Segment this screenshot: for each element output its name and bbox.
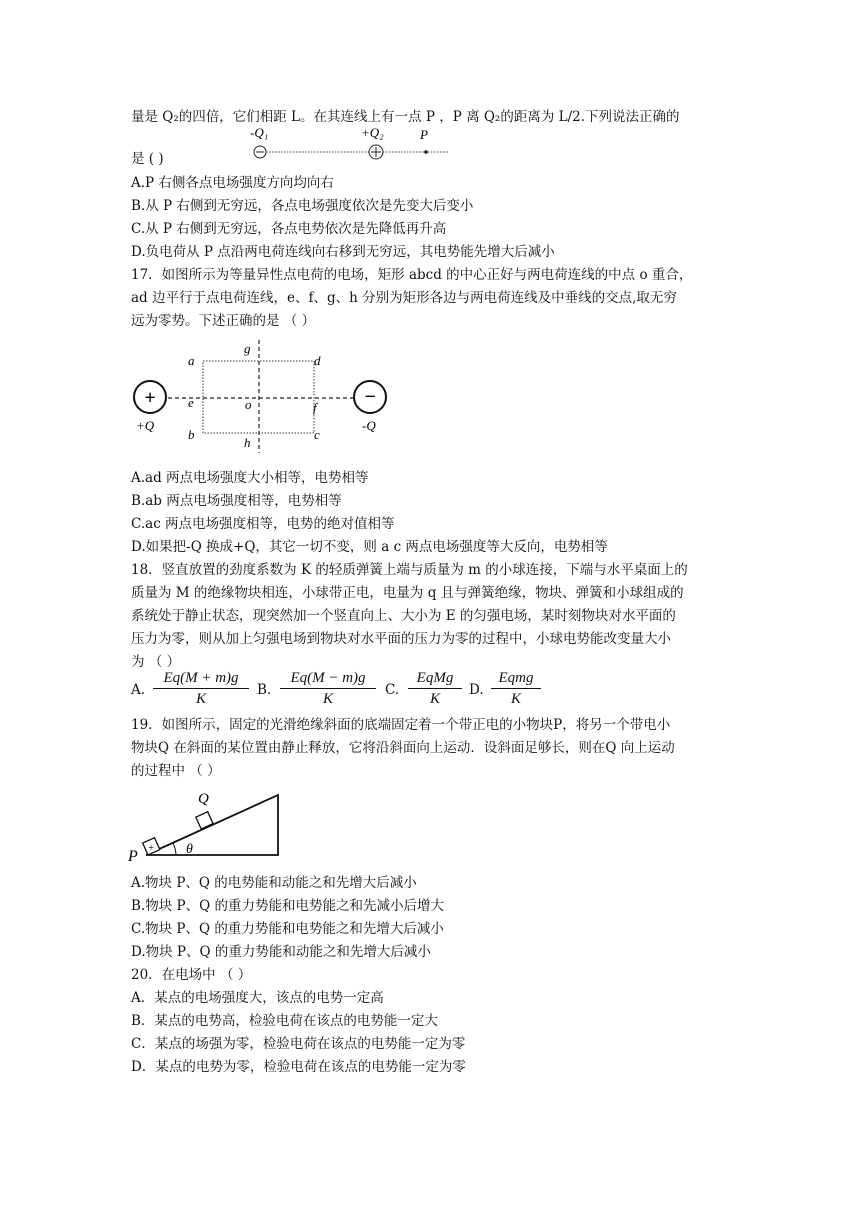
q19-theta-label: θ — [186, 842, 193, 857]
q17-label-f: f — [313, 400, 317, 415]
q18-option-b-label: B. — [257, 682, 272, 698]
q17-stem-line-1: 17．如图所示为等量异性点电荷的电场，矩形 abcd 的中心正好与两电荷连线的中点 o 重合， — [131, 267, 693, 283]
q18-option-c-fraction — [408, 668, 462, 709]
q17-option-c: C.ac 两点电场强度相等，电势的绝对值相等 — [131, 516, 395, 532]
q17-option-a: A.ad 两点电场强度大小相等，电势相等 — [131, 470, 369, 486]
q19-incline-diagram — [126, 785, 286, 865]
q18-option-b-fraction — [280, 668, 376, 709]
q19-plus-sign: + — [147, 843, 155, 854]
q18-option-a-numerator: Eq(M + m)g — [153, 668, 249, 689]
q16-q1-label: -Q₁ — [250, 125, 269, 140]
q17-stem-line-3: 远为零势。下述正确的是 （ ） — [131, 313, 316, 329]
q20-option-d: D．某点的电势为零，检验电荷在该点的电势能一定为零 — [131, 1059, 466, 1075]
q17-label-d: d — [314, 353, 321, 368]
q18-option-c-denominator: K — [429, 691, 440, 707]
q16-p-label: P — [420, 127, 428, 142]
q17-label-h: h — [244, 435, 251, 450]
q17-label-a: a — [188, 353, 195, 368]
q18-stem-line-5: 为 （ ） — [131, 654, 181, 670]
q16-option-c: C.从 P 右侧到无穷远，各点电势依次是先降低再升高 — [131, 221, 447, 237]
q20-option-b: B．某点的电势高，检验电荷在该点的电势能一定大 — [131, 1013, 438, 1029]
q18-option-d-numerator: Eqmg — [491, 668, 541, 689]
q17-label-e: e — [188, 395, 194, 410]
q17-label-b: b — [188, 427, 195, 442]
q17-minusq-label: -Q — [362, 418, 376, 433]
q18-option-a-denominator: K — [195, 691, 206, 707]
q18-option-a-fraction — [153, 668, 249, 709]
q20-option-c: C．某点的场强为零，检验电荷在该点的电势能一定为零 — [131, 1036, 466, 1052]
q16-charge-diagram — [248, 125, 448, 165]
q16-option-b: B.从 P 右侧到无穷远，各点电场强度依次是先变大后变小 — [131, 198, 474, 214]
q16-stem-line-2: 是 ( ) — [131, 151, 164, 167]
q18-option-c-numerator: EqMg — [408, 668, 462, 689]
q16-stem-line-1: 量是 Q₂的四倍，它们相距 L。在其连线上有一点 P ，P 离 Q₂的距离为 L/2.下列说法正确的 — [131, 109, 680, 125]
q20-stem: 20．在电场中 （ ） — [131, 967, 252, 983]
q18-option-d-fraction — [491, 668, 541, 709]
q19-p-label: P — [128, 848, 138, 865]
q17-label-o: o — [245, 397, 252, 412]
q18-stem-line-2: 质量为 M 的绝缘物块相连，小球带正电，电量为 q 且与弹簧绝缘，物块、弹簧和小球组成的 — [131, 585, 684, 601]
q19-option-d: D.物块 P、Q 的重力势能和动能之和先增大后减小 — [131, 944, 431, 960]
q17-minus-sign: − — [363, 386, 377, 408]
q17-dipole-diagram — [128, 335, 398, 455]
q16-option-a: A.P 右侧各点电场强度方向均向右 — [131, 175, 334, 191]
q17-label-g: g — [244, 341, 251, 356]
q18-option-b-denominator: K — [322, 691, 333, 707]
q19-option-c: C.物块 P、Q 的重力势能和电势能之和先增大后减小 — [131, 921, 444, 937]
q18-option-d-label: D. — [469, 682, 484, 698]
q19-stem-line-2: 物块Q 在斜面的某位置由静止释放，它将沿斜面向上运动．设斜面足够长，则在Q 向上运动 — [131, 740, 675, 756]
q17-plus-sign: + — [144, 387, 156, 409]
q19-q-label: Q — [198, 791, 209, 807]
q17-stem-line-2: ad 边平行于点电荷连线，e、f、g、h 分别为矩形各边与两电荷连线及中垂线的交点,取无穷 — [131, 290, 677, 306]
q16-option-d: D.负电荷从 P 点沿两电荷连线向右移到无穷远，其电势能先增大后减小 — [131, 244, 555, 260]
q17-plusq-label: +Q — [136, 418, 155, 433]
q18-stem-line-1: 18．竖直放置的劲度系数为 K 的轻质弹簧上端与质量为 m 的小球连接，下端与水平桌面上的 — [131, 562, 688, 578]
q17-option-b: B.ab 两点电场强度相等，电势相等 — [131, 493, 342, 509]
q18-option-c-label: C. — [385, 682, 400, 698]
q19-stem-line-3: 的过程中 （ ） — [131, 763, 221, 779]
q20-option-a: A．某点的电场强度大，该点的电势一定高 — [131, 990, 384, 1006]
q19-stem-line-1: 19．如图所示，固定的光滑绝缘斜面的底端固定着一个带正电的小物块P，将另一个带电小 — [131, 717, 671, 733]
q19-option-b: B.物块 P、Q 的重力势能和电势能之和先减小后增大 — [131, 898, 444, 914]
q17-option-d: D.如果把-Q 换成+Q，其它一切不变，则 a c 两点电场强度等大反向，电势相等 — [131, 539, 608, 555]
q19-option-a: A.物块 P、Q 的电势能和动能之和先增大后减小 — [131, 875, 417, 891]
q18-stem-line-4: 压力为零，则从加上匀强电场到物块对水平面的压力为零的过程中，小球电势能改变量大小 — [131, 631, 671, 647]
q18-option-a-label: A. — [131, 682, 146, 698]
q18-option-d-denominator: K — [510, 691, 521, 707]
q17-label-c: c — [314, 427, 320, 442]
q18-option-b-numerator: Eq(M − m)g — [280, 668, 376, 689]
q16-q2-label: +Q₂ — [361, 125, 384, 140]
q18-stem-line-3: 系统处于静止状态，现突然加一个竖直向上、大小为 E 的匀强电场，某时刻物块对水平面的 — [131, 608, 676, 624]
